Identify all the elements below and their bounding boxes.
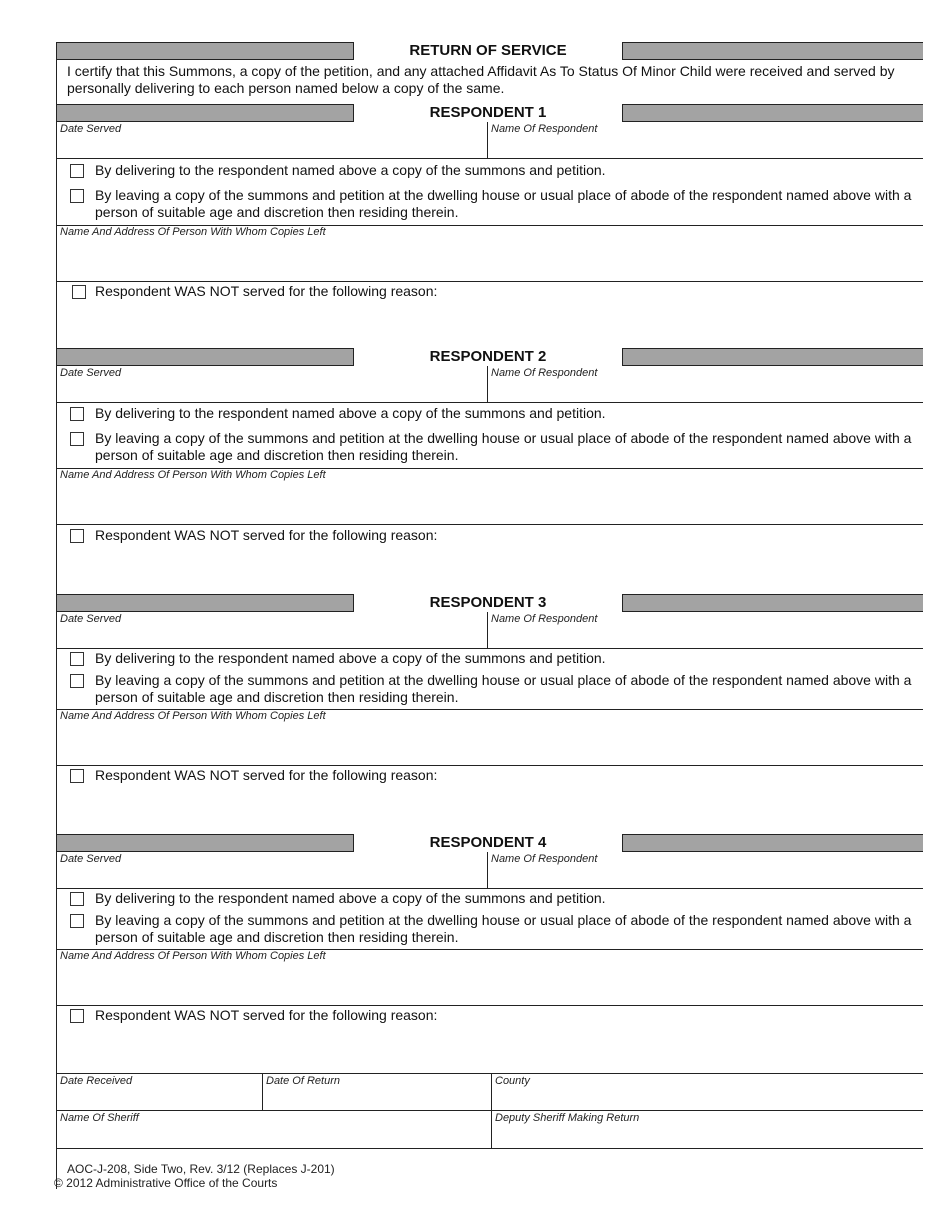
respondent-4-title: RESPONDENT 4: [353, 834, 623, 852]
date-received-label: Date Received: [60, 1075, 133, 1087]
respondent-1-name-label: Name Of Respondent: [491, 123, 598, 135]
respondent-2-header-bar: [57, 348, 923, 366]
copyright-text: © 2012 Administrative Office of the Courts: [54, 1176, 278, 1190]
deputy-sheriff-field[interactable]: [492, 1111, 923, 1148]
certification-text: I certify that this Summons, a copy of the petition, and any attached Affidavit As To Status Of Minor Child were received and served by personally delivering to each person named below a copy of the same.: [67, 63, 895, 96]
respondent-3-date-served-label: Date Served: [60, 613, 122, 625]
respondent-4-date-served-field[interactable]: [57, 852, 487, 888]
rule: [57, 1148, 923, 1149]
date-of-return-label: Date Of Return: [266, 1075, 340, 1087]
respondent-2-copies-left-field[interactable]: [57, 469, 923, 524]
rule: [57, 158, 923, 159]
respondent-3-deliver-text: By delivering to the respondent named above a copy of the summons and petition.: [95, 650, 606, 666]
respondent-2-date-served-field[interactable]: [57, 366, 487, 402]
respondent-3-header-bar: [57, 594, 923, 612]
respondent-3-copies-left-label: Name And Address Of Person With Whom Copies Left: [60, 710, 326, 722]
return-of-service-title: RETURN OF SERVICE: [353, 42, 623, 60]
respondent-4-leave-checkbox[interactable]: [70, 914, 84, 928]
respondent-2-not-served-text: Respondent WAS NOT served for the following reason:: [95, 527, 438, 543]
respondent-4-not-served-checkbox[interactable]: [70, 1009, 84, 1023]
respondent-1-not-served-text: Respondent WAS NOT served for the following reason:: [95, 283, 438, 299]
respondent-4-not-served-reason-field[interactable]: [57, 1026, 923, 1073]
respondent-2-deliver-checkbox[interactable]: [70, 407, 84, 421]
rule: [57, 402, 923, 403]
county-label: County: [495, 1075, 530, 1087]
respondent-1-not-served-checkbox[interactable]: [72, 285, 86, 299]
respondent-2-name-label: Name Of Respondent: [491, 367, 598, 379]
respondent-4-name-field[interactable]: [488, 852, 923, 888]
rule: [57, 281, 923, 282]
respondent-4-copies-left-field[interactable]: [57, 950, 923, 1005]
respondent-4-date-served-label: Date Served: [60, 853, 122, 865]
respondent-1-name-field[interactable]: [488, 122, 923, 158]
respondent-3-deliver-checkbox[interactable]: [70, 652, 84, 666]
return-of-service-form: [56, 42, 923, 1189]
rule: [57, 888, 923, 889]
deputy-sheriff-label: Deputy Sheriff Making Return: [495, 1112, 640, 1124]
respondent-2-deliver-text: By delivering to the respondent named above a copy of the summons and petition.: [95, 405, 606, 421]
respondent-3-not-served-text: Respondent WAS NOT served for the following reason:: [95, 767, 438, 783]
respondent-3-copies-left-field[interactable]: [57, 710, 923, 765]
respondent-3-title: RESPONDENT 3: [353, 594, 623, 612]
respondent-1-header-bar: [57, 104, 923, 122]
rule: [57, 648, 923, 649]
respondent-4-name-label: Name Of Respondent: [491, 853, 598, 865]
form-id-text: AOC-J-208, Side Two, Rev. 3/12 (Replaces J-201): [67, 1162, 335, 1176]
respondent-3-not-served-reason-field[interactable]: [57, 786, 923, 833]
rule: [57, 765, 923, 766]
respondent-1-title: RESPONDENT 1: [353, 104, 623, 122]
respondent-1-date-served-label: Date Served: [60, 123, 122, 135]
respondent-4-copies-left-label: Name And Address Of Person With Whom Copies Left: [60, 950, 326, 962]
respondent-4-deliver-text: By delivering to the respondent named above a copy of the summons and petition.: [95, 890, 606, 906]
respondent-1-copies-left-label: Name And Address Of Person With Whom Copies Left: [60, 226, 326, 238]
respondent-3-leave-checkbox[interactable]: [70, 674, 84, 688]
respondent-3-leave-text: By leaving a copy of the summons and petition at the dwelling house or usual place of abode of the respondent named above with a person of suitable age and discretion then residing therein.: [95, 672, 912, 705]
respondent-2-title: RESPONDENT 2: [353, 348, 623, 366]
rule: [57, 524, 923, 525]
rule: [57, 1005, 923, 1006]
respondent-2-date-served-label: Date Served: [60, 367, 122, 379]
county-field[interactable]: [492, 1074, 923, 1110]
respondent-3-name-label: Name Of Respondent: [491, 613, 598, 625]
date-received-field[interactable]: [57, 1074, 262, 1110]
respondent-1-leave-text: By leaving a copy of the summons and petition at the dwelling house or usual place of abode of the respondent named above with a person of suitable age and discretion then residing therein.: [95, 187, 912, 220]
respondent-1-leave-checkbox[interactable]: [70, 189, 84, 203]
respondent-2-leave-checkbox[interactable]: [70, 432, 84, 446]
respondent-2-not-served-checkbox[interactable]: [70, 529, 84, 543]
respondent-3-not-served-checkbox[interactable]: [70, 769, 84, 783]
respondent-2-leave-text: By leaving a copy of the summons and petition at the dwelling house or usual place of abode of the respondent named above with a person of suitable age and discretion then residing therein.: [95, 430, 912, 463]
respondent-3-date-served-field[interactable]: [57, 612, 487, 648]
name-of-sheriff-label: Name Of Sheriff: [60, 1112, 139, 1124]
respondent-3-name-field[interactable]: [488, 612, 923, 648]
respondent-2-name-field[interactable]: [488, 366, 923, 402]
respondent-1-deliver-text: By delivering to the respondent named above a copy of the summons and petition.: [95, 162, 606, 178]
name-of-sheriff-field[interactable]: [57, 1111, 491, 1148]
respondent-1-not-served-reason-field[interactable]: [57, 302, 923, 347]
respondent-1-deliver-checkbox[interactable]: [70, 164, 84, 178]
date-of-return-field[interactable]: [263, 1074, 491, 1110]
respondent-4-leave-text: By leaving a copy of the summons and petition at the dwelling house or usual place of abode of the respondent named above with a person of suitable age and discretion then residing therein.: [95, 912, 912, 945]
respondent-1-copies-left-field[interactable]: [57, 226, 923, 281]
return-of-service-header-bar: [57, 42, 923, 60]
respondent-4-not-served-text: Respondent WAS NOT served for the following reason:: [95, 1007, 438, 1023]
respondent-2-not-served-reason-field[interactable]: [57, 546, 923, 593]
respondent-1-date-served-field[interactable]: [57, 122, 487, 158]
respondent-4-deliver-checkbox[interactable]: [70, 892, 84, 906]
respondent-2-copies-left-label: Name And Address Of Person With Whom Copies Left: [60, 469, 326, 481]
respondent-4-header-bar: [57, 834, 923, 852]
